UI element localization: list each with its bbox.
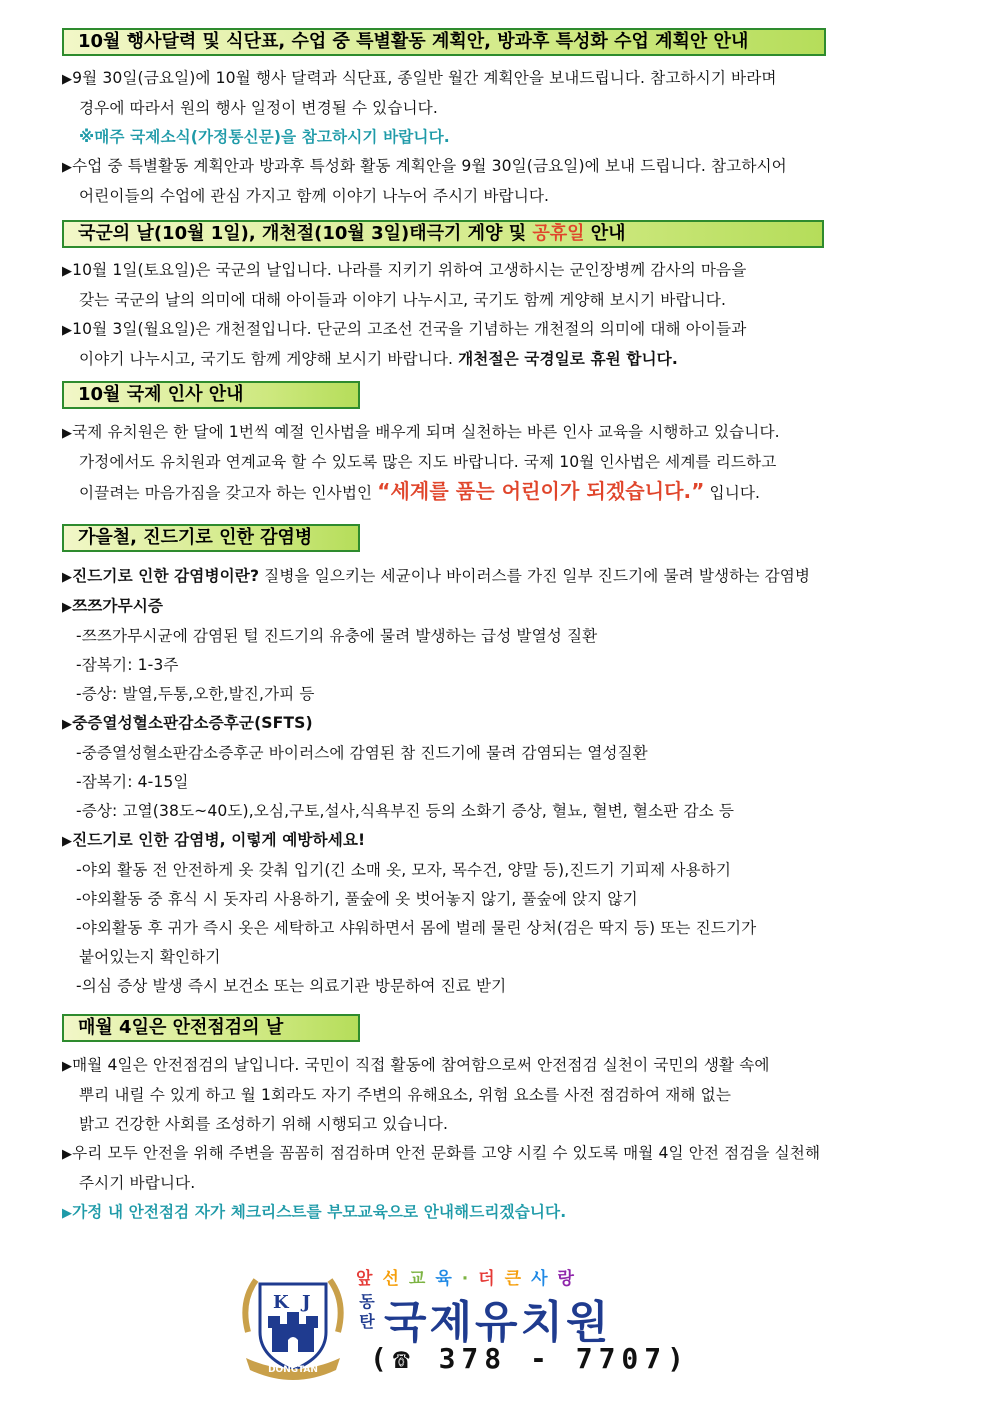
bullet-icon: ▶ <box>62 600 73 615</box>
bullet-icon: ▶ <box>62 160 73 175</box>
kindergarten-logo <box>238 1262 691 1382</box>
kj-emblem-icon <box>238 1262 348 1382</box>
bullet-icon: ▶ <box>62 72 73 87</box>
bullet-icon: ▶ <box>62 1206 73 1221</box>
bullet-icon: ▶ <box>62 717 73 732</box>
bullet-icon: ▶ <box>62 834 73 849</box>
logo-location: 동탄 <box>359 1292 375 1331</box>
bullet-icon: ▶ <box>62 570 73 585</box>
closure-notice: 개천절은 국경일로 휴원 합니다. <box>458 350 678 368</box>
section-body-holidays: ▶10월 1일(토요일)은 국군의 날입니다. 나라를 지키기 위하여 고생하시는 군인장병께 감사의 마음을 갖는 국군의 날의 의미에 대해 아이들과 이야기 나누시고, 국기도 함께 게양해 보시기 바랍니다. ▶10월 3일(월요일)은 개천절입니다. 단군의 고조선 건국을 기념하는 개천절의 의미에 대해 아이들과 이야기 나누시고, 국기도 함께 게양해 보시기 바랍니다. 개천절은 국경일로 휴원 합니다. <box>62 261 747 368</box>
disease-title: 쯔쯔가무시증 <box>72 597 164 615</box>
bullet-icon: ▶ <box>62 264 73 279</box>
greeting-slogan: “세계를 품는 어린이가 되겠습니다.” <box>377 479 705 503</box>
section-header-tick-disease: 가을철, 진드기로 인한 감염병 <box>62 524 360 552</box>
section-header-greeting: 10월 국제 인사 안내 <box>62 381 360 409</box>
logo-name: 국제유치원 <box>384 1297 612 1348</box>
section-body-tick-disease: ▶진드기로 인한 감염병이란? 질병을 일으키는 세균이나 바이러스를 가진 일부 진드기에 물려 발생하는 감염병 ▶쯔쯔가무시증 -쯔쯔가무시균에 감염된 털 진드기의 유충에 물려 발생하는 급성 발열성 질환 -잠복기: 1-3주 -증상: 발열,두통,오한,발진,가피 등 ▶중증열성혈소판감소증후군(SFTS) -중증열성혈소판감소증후군 바이러스에 감염된 참 진드기에 물려 감염되는 열성질환 -잠복기: 4-15일 -증상: 고열(38도~40도),오심,구토,설사,식욕부진 등의 소화기 증상, 혈뇨, 혈변, 혈소판 감소 등 ▶진드기로 인한 감염병, 이렇게 예방하세요! -야외 활동 전 안전하게 옷 갖춰 입기(긴 소매 옷, 모자, 목수건, 양말 등),진드기 기피제 사용하기 -야외활동 중 휴식 시 돗자리 사용하기, 풀숲에 옷 벗어놓지 않기, 풀숲에 앉지 않기 -야외활동 후 귀가 즉시 옷은 세탁하고 샤워하면서 몸에 벌레 물린 상처(검은 딱지 등) 또는 진드기가 붙어있는지 확인하기 -의심 증상 발생 즉시 보건소 또는 의료기관 방문하여 진료 받기 <box>62 567 811 995</box>
bullet-icon: ▶ <box>62 323 73 338</box>
section-body-october-plans: ▶9월 30일(금요일)에 10월 행사 달력과 식단표, 종일반 월간 계획안을 보내드립니다. 참고하시기 바라며 경우에 따라서 원의 행사 일정이 변경될 수 있습니다. ※매주 국제소식(가정통신문)을 참고하시기 바랍니다. ▶수업 중 특별활동 계획안과 방과후 특성화 활동 계획안을 9월 30일(금요일)에 보내 드립니다. 참고하시어 어린이들의 수업에 관심 가지고 함께 이야기 나누어 주시기 바랍니다. <box>62 64 932 211</box>
section-body-safety-day: ▶매월 4일은 안전점검의 날입니다. 국민이 직접 활동에 참여함으로써 안전점검 실천이 국민의 생활 속에 뿌리 내릴 수 있게 하고 월 1회라도 자기 주변의 유해요소, 위험 요소를 사전 점검하여 재해 없는 밝고 건강한 사회를 조성하기 위해 시행되고 있습니다. ▶우리 모두 안전을 위해 주변을 꼼꼼히 점검하며 안전 문화를 고양 시킬 수 있도록 매월 4일 안전 점검을 실천해 주시기 바랍니다. ▶가정 내 안전점검 자가 체크리스트를 부모교육으로 안내해드리겠습니다. <box>62 1056 821 1221</box>
holiday-highlight: 공휴일 <box>532 223 585 244</box>
logo-phone: (☎ 378 - 7707) <box>370 1342 691 1375</box>
section-header-holidays: 국군의 날(10월 1일), 개천절(10월 3일)태극기 게양 및 공휴일 안내 <box>62 220 824 248</box>
bullet-icon: ▶ <box>62 426 73 441</box>
disease-title: 중증열성혈소판감소증후군(SFTS) <box>72 714 313 732</box>
logo-motto: 앞선교육·더큰사랑 <box>356 1269 584 1289</box>
bullet-icon: ▶ <box>62 1059 73 1074</box>
section-header-safety-day: 매월 4일은 안전점검의 날 <box>62 1014 360 1042</box>
section-body-greeting: ▶국제 유치원은 한 달에 1번씩 예절 인사법을 배우게 되며 실천하는 바른 인사 교육을 시행하고 있습니다. 가정에서도 유치원과 연계교육 할 수 있도록 많은 지도 바랍니다. 국제 10월 인사법은 세계를 리드하고 이끌려는 마음가짐을 갖고자 하는 인사법인 “세계를 품는 어린이가 되겠습니다.” 입니다. <box>62 423 780 503</box>
section-header-october-plans: 10월 행사달력 및 식단표, 수업 중 특별활동 계획안, 방과후 특성화 수업 계획안 안내 <box>62 28 826 56</box>
emblem-letter-k: K <box>273 1292 289 1313</box>
bullet-icon: ▶ <box>62 1147 73 1162</box>
weekly-news-note: ※매주 국제소식(가정통신문)을 참고하시기 바랍니다. <box>79 128 450 146</box>
emblem-banner-text: DONGTAN <box>268 1365 318 1375</box>
emblem-letter-j: J <box>302 1292 311 1313</box>
prevention-title: 진드기로 인한 감염병, 이렇게 예방하세요! <box>72 831 366 849</box>
checklist-notice: 가정 내 안전점검 자가 체크리스트를 부모교육으로 안내해드리겠습니다. <box>72 1203 567 1221</box>
